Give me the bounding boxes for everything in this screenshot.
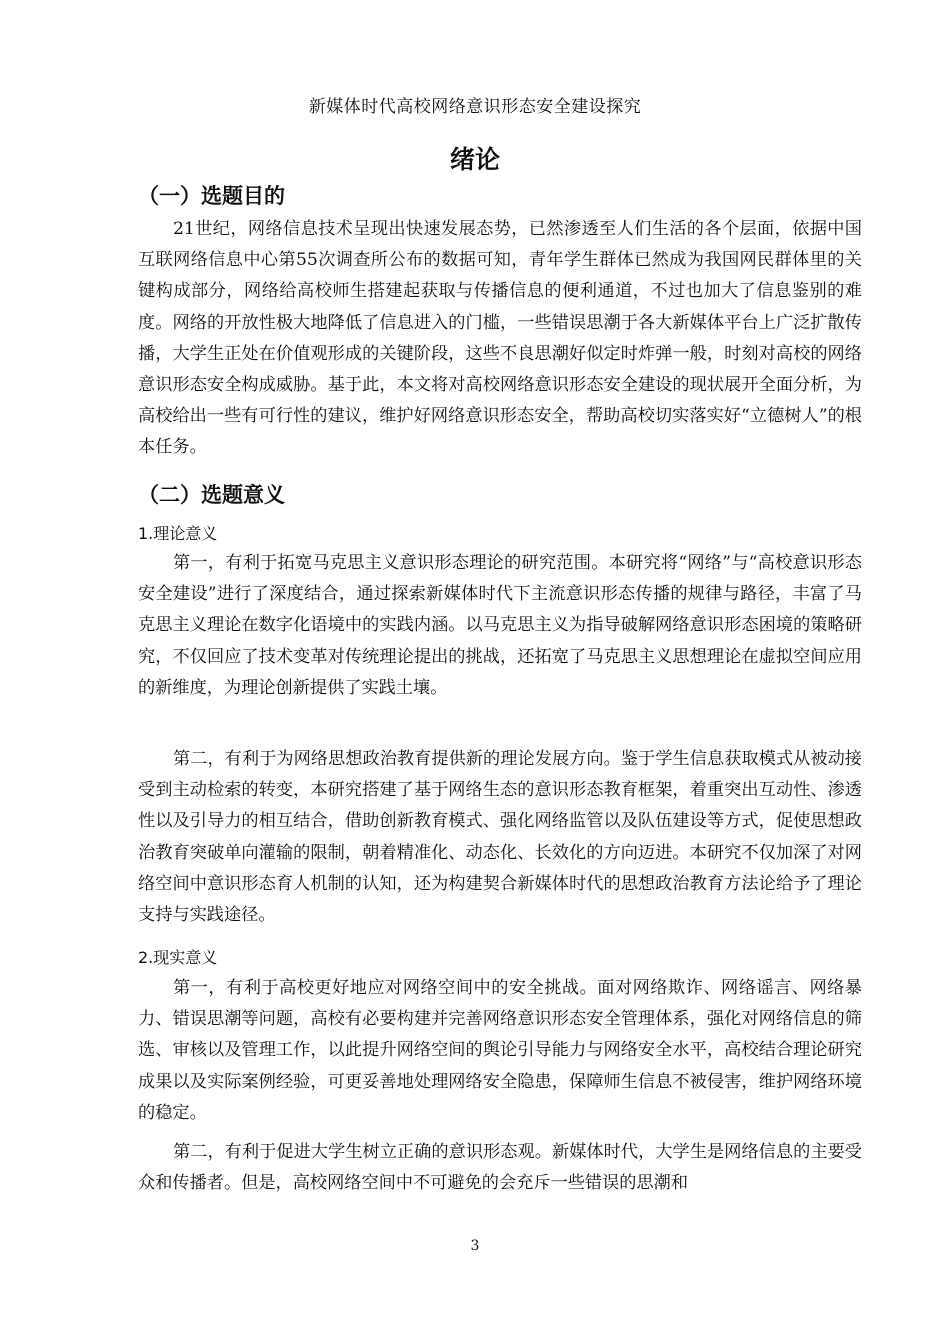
running-title: 新媒体时代高校网络意识形态安全建设探究 [308,97,642,117]
paragraph-practical-2: 第二，有利于促进大学生树立正确的意识形态观。新媒体时代，大学生是网络信息的主要受众和传播者。但是，高校网络空间中不可避免的会充斥一些错误的思潮和 [138,1142,862,1194]
page-number: 3 [470,1238,480,1254]
section-heading-significance: （二）选题意义 [138,483,285,507]
subsection-heading-practical: 2.现实意义 [138,948,218,967]
chapter-title: 绪论 [449,145,500,174]
paragraph-theoretical-1: 第一，有利于拓宽马克思主义意识形态理论的研究范围。本研究将“网络”与“高校意识形态安全建设”进行了深度结合，通过探索新媒体时代下主流意识形态传播的规律与路径，丰富了马克思主义理论在数字化语境中的实践内涵。以马克思主义为指导破解网络意识形态困境的策略研究，不仅回应了技术变革对传统理论提出的挑战，还拓宽了马克思主义思想理论在虚拟空间应用的新维度，为理论创新提供了实践土壤。 [138,553,862,698]
subsection-heading-theoretical: 1.理论意义 [138,524,218,543]
paragraph-purpose: 21世纪，网络信息技术呈现出快速发展态势，已然渗透至人们生活的各个层面，依据中国互联网络信息中心第55次调查所公布的数据可知，青年学生群体已然成为我国网民群体里的关键构成部分，网络给高校师生搭建起获取与传播信息的便利通道，不过也加大了信息鉴别的难度。网络的开放性极大地降低了信息进入的门槛，一些错误思潮于各大新媒体平台上广泛扩散传播，大学生正处在价值观形成的关键阶段，这些不良思潮好似定时炸弹一般，时刻对高校的网络意识形态安全构成威胁。基于此，本文将对高校网络意识形态安全建设的现状展开全面分析，为高校给出一些有可行性的建议，维护好网络意识形态安全，帮助高校切实落实好“立德树人”的根本任务。 [138,219,862,458]
section-heading-purpose: （一）选题目的 [138,184,285,208]
paragraph-theoretical-2: 第二，有利于为网络思想政治教育提供新的理论发展方向。鉴于学生信息获取模式从被动接受到主动检索的转变，本研究搭建了基于网络生态的意识形态教育框架，着重突出互动性、渗透性以及引导力的相互结合，借助创新教育模式、强化网络监管以及队伍建设等方式，促使思想政治教育突破单向灌输的限制，朝着精准化、动态化、长效化的方向迈进。本研究不仅加深了对网络空间中意识形态育人机制的认知，还为构建契合新媒体时代的思想政治教育方法论给予了理论支持与实践途径。 [138,749,862,926]
paragraph-practical-1: 第一，有利于高校更好地应对网络空间中的安全挑战。面对网络欺诈、网络谣言、网络暴力、错误思潮等问题，高校有必要构建并完善网络意识形态安全管理体系，强化对网络信息的筛选、审核以及管理工作，以此提升网络空间的舆论引导能力与网络安全水平，高校结合理论研究成果以及实际案例经验，可更妥善地处理网络安全隐患，保障师生信息不被侵害，维护网络环境的稳定。 [138,978,862,1123]
